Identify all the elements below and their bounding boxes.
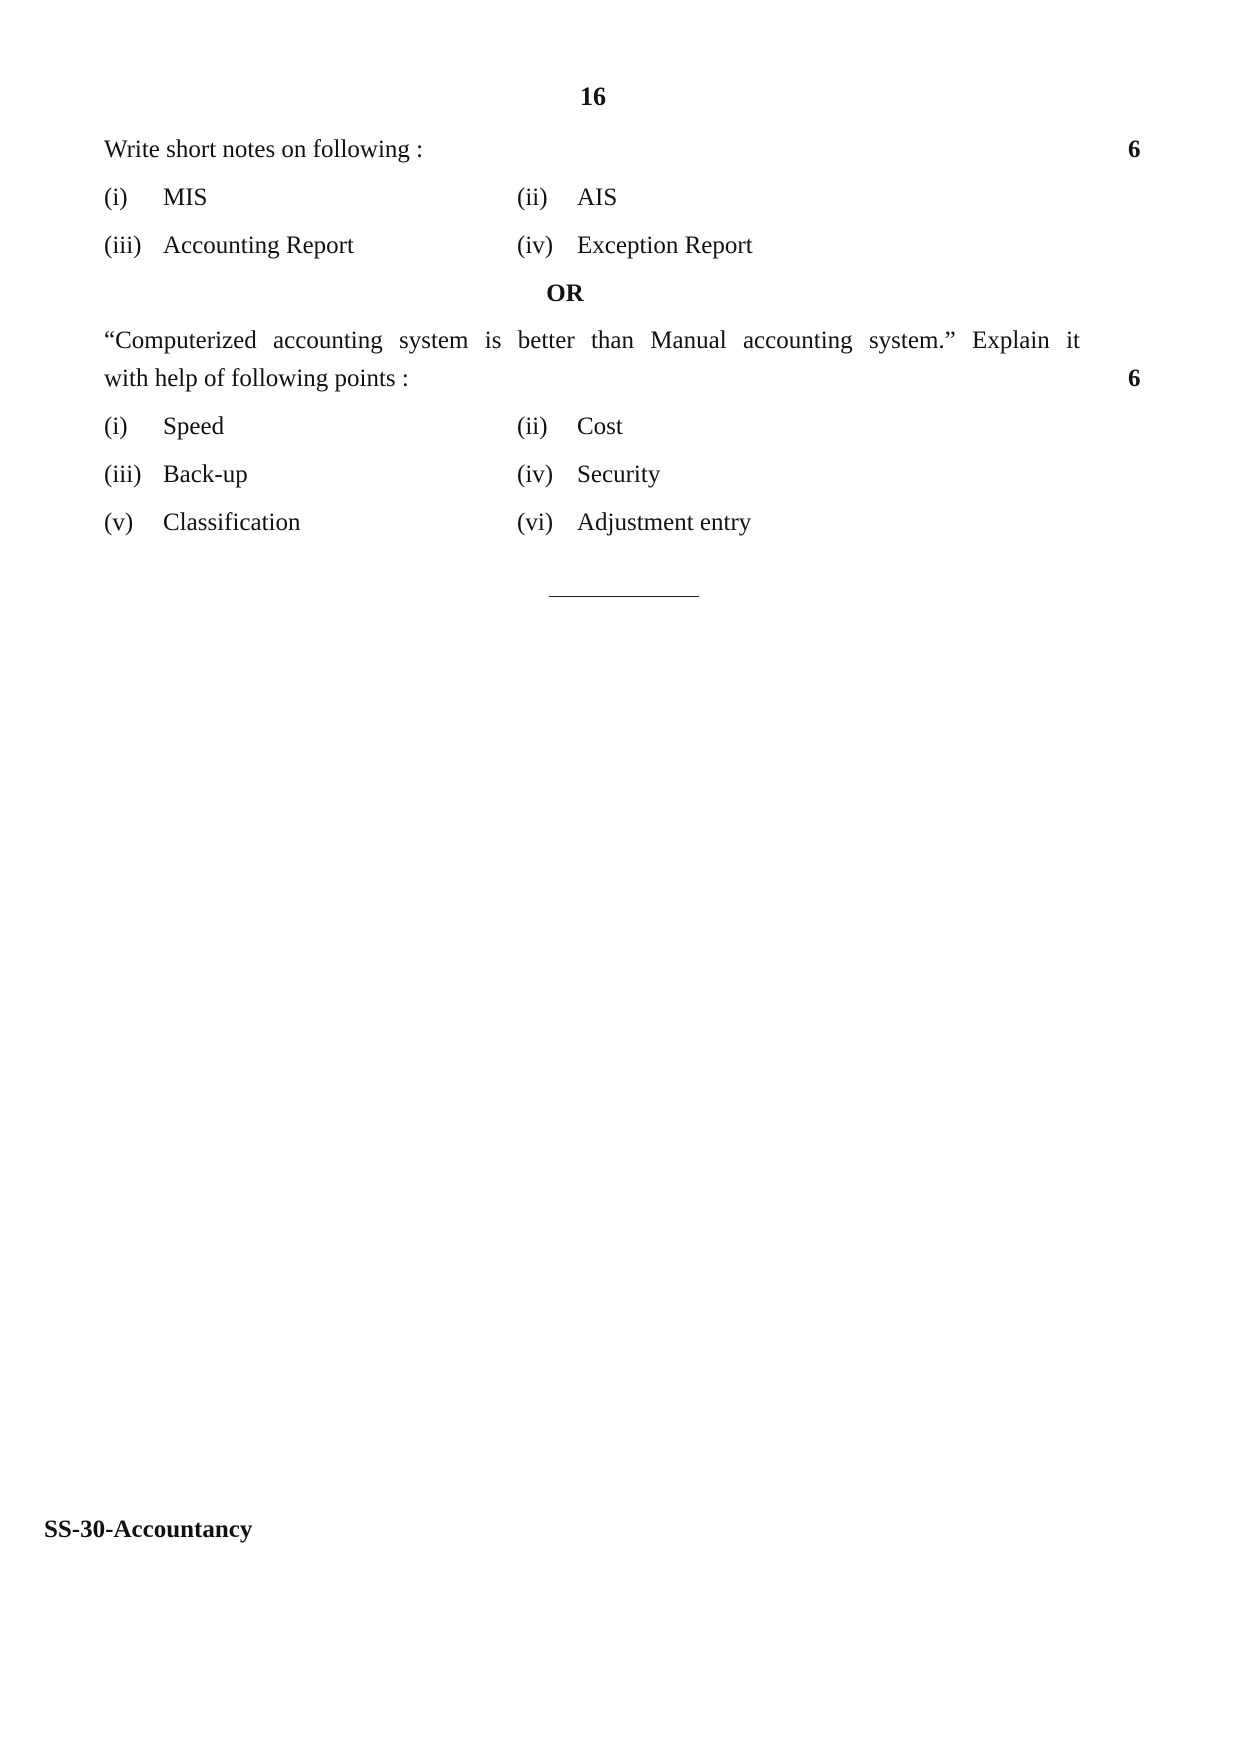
question-b-prompt-line-1: “Computerized accounting system is better than Manual accounting system.” Explain it [104,327,1080,354]
question-a-item-4-text: Exception Report [577,232,753,259]
question-a-item-1-number: (i) [104,184,128,211]
footer-paper-code: SS-30-Accountancy [44,1516,253,1543]
question-a-item-1-text: MIS [163,184,208,211]
question-b-item-6-number: (vi) [517,509,554,536]
question-b-prompt-line-2: with help of following points : [104,365,409,392]
question-a-item-2-number: (ii) [517,184,548,211]
question-b-item-2-number: (ii) [517,413,548,440]
question-b-marks: 6 [1128,365,1141,392]
question-b-item-5-number: (v) [104,509,134,536]
question-b-item-2-text: Cost [577,413,623,440]
question-b-item-1-number: (i) [104,413,128,440]
question-b-item-3-number: (iii) [104,461,142,488]
question-a-item-2-text: AIS [577,184,618,211]
question-b-item-6-text: Adjustment entry [577,509,752,536]
question-a-marks: 6 [1128,136,1141,163]
end-of-paper-rule [549,596,699,597]
question-b-item-5-text: Classification [163,509,301,536]
question-a-item-3-number: (iii) [104,232,142,259]
page-number: 16 [580,82,606,111]
question-b-item-3-text: Back-up [163,461,248,488]
question-b-item-1-text: Speed [163,413,225,440]
question-b-item-4-text: Security [577,461,661,488]
question-a-prompt: Write short notes on following : [104,136,424,163]
question-b-item-4-number: (iv) [517,461,554,488]
question-a-item-4-number: (iv) [517,232,554,259]
or-separator: OR [546,280,584,307]
question-a-item-3-text: Accounting Report [163,232,354,259]
